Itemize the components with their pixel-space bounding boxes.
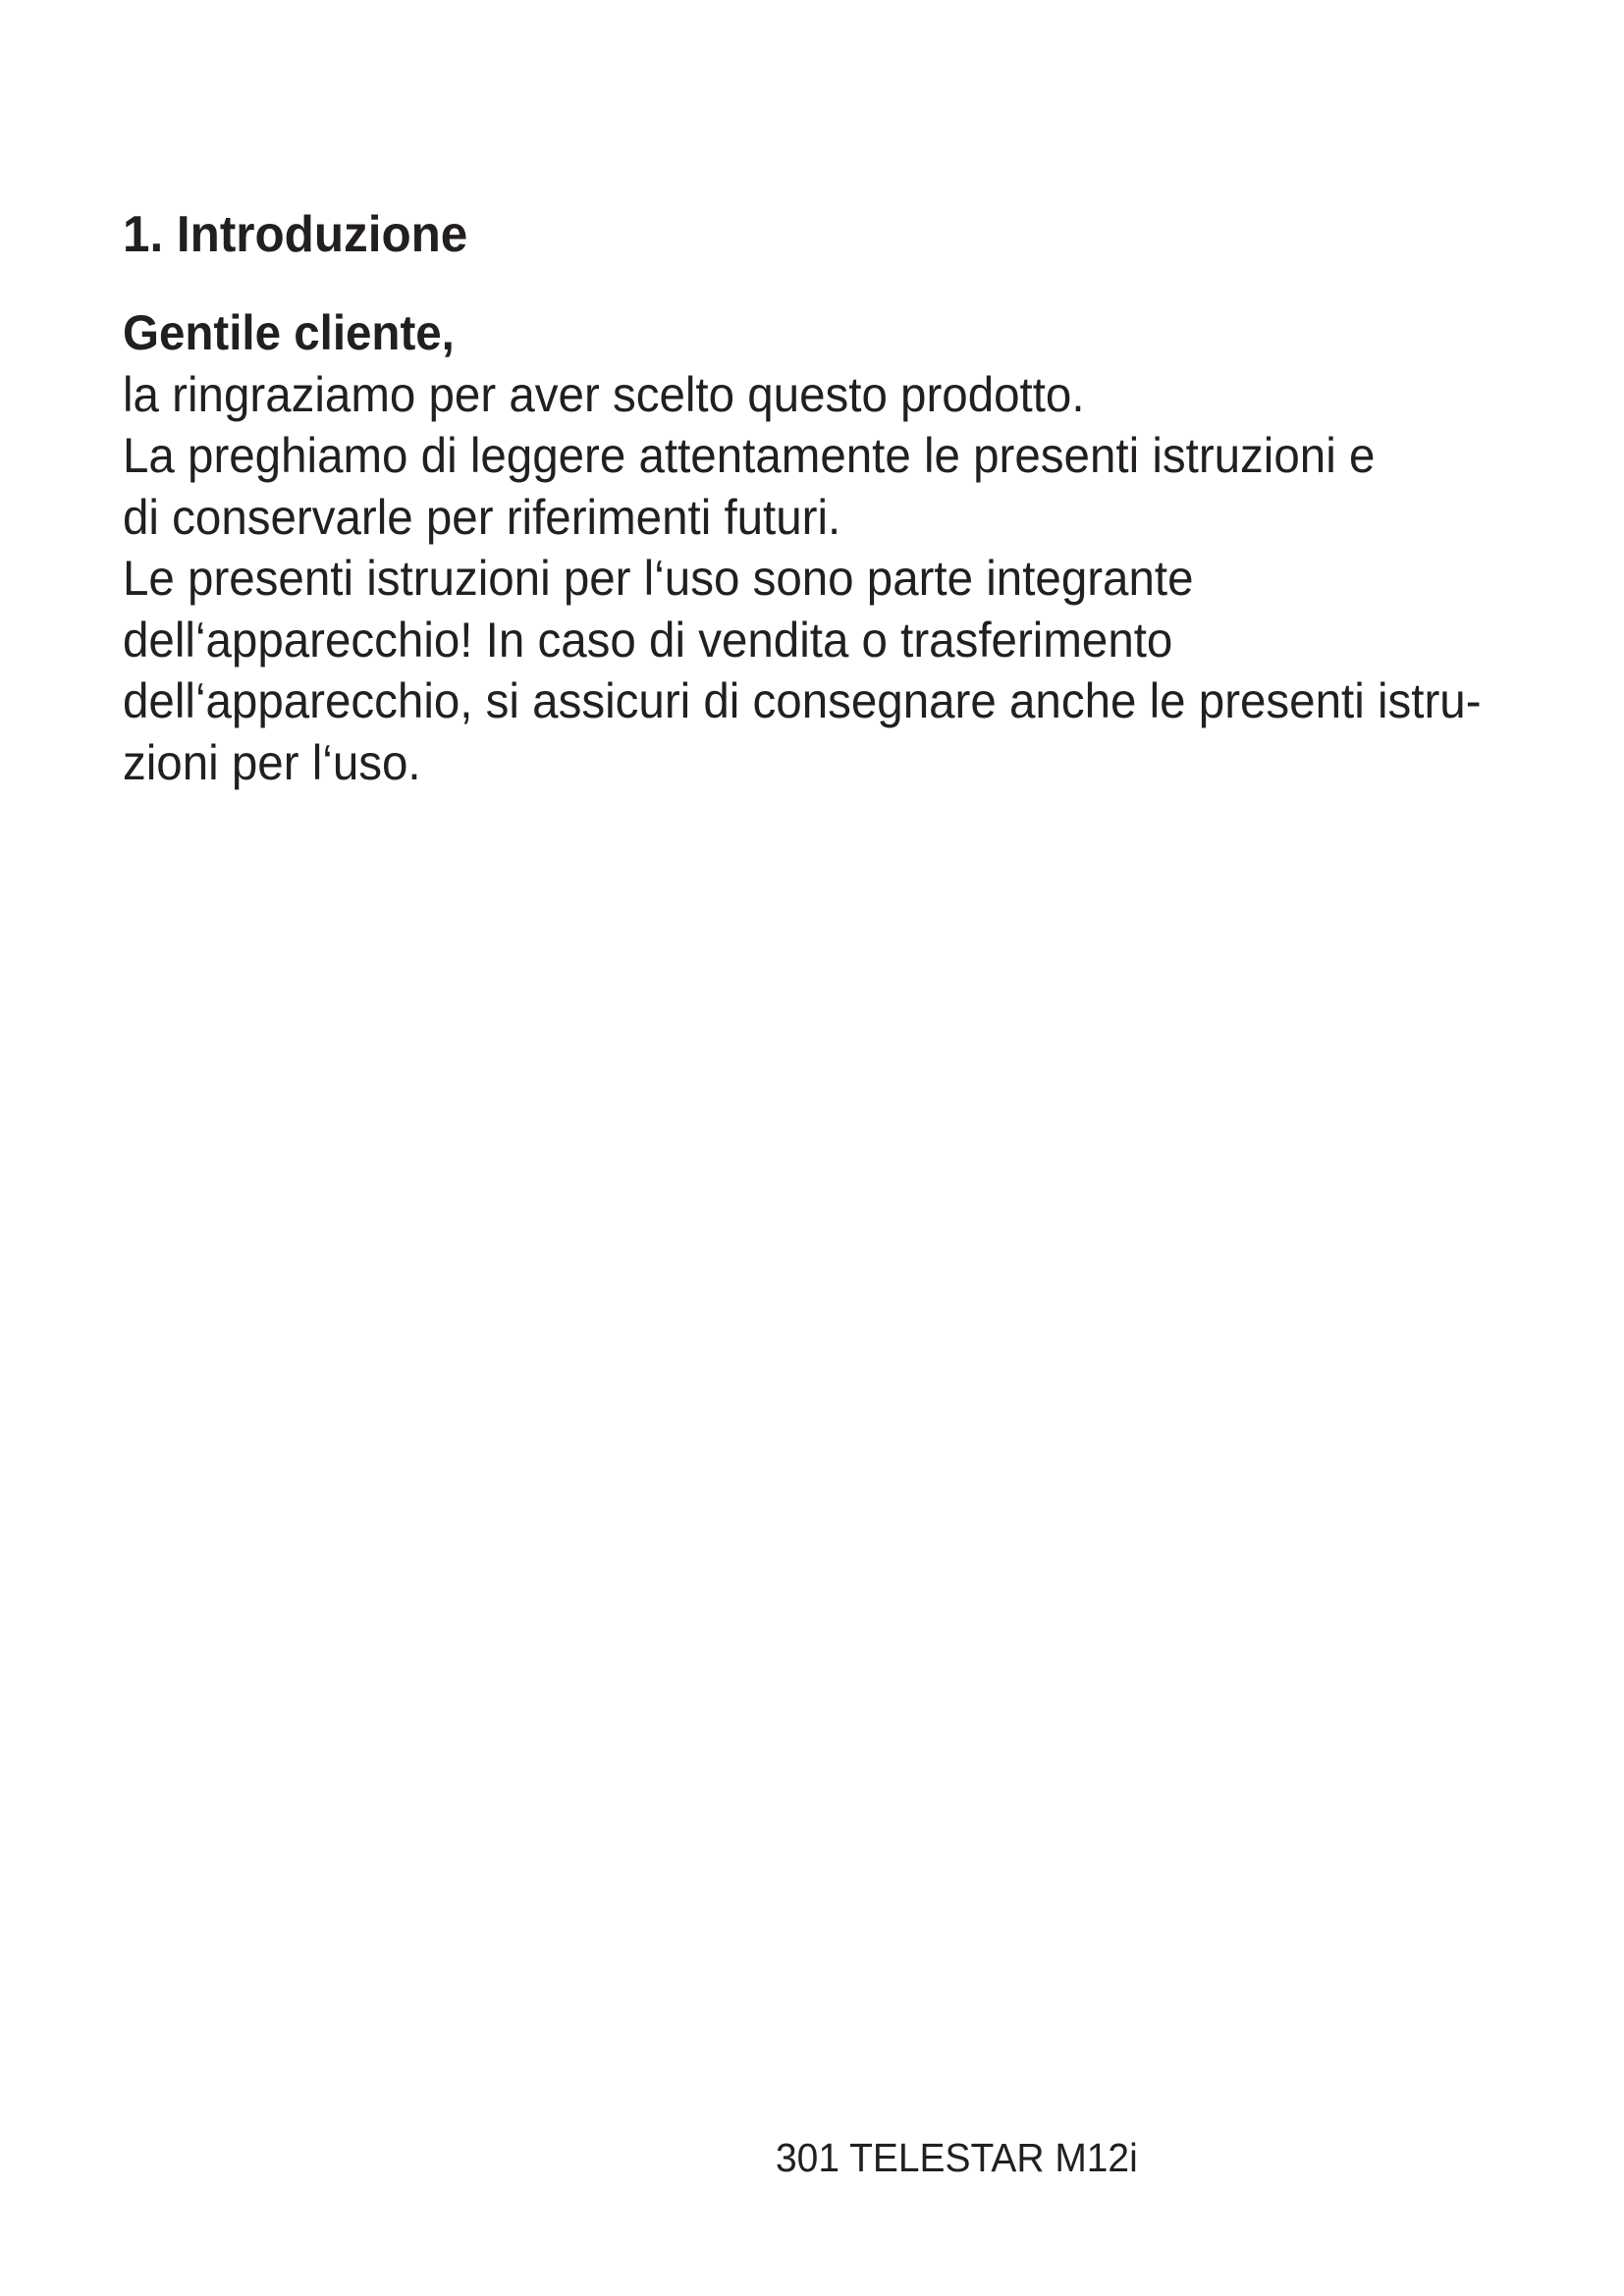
- body-line-1: la ringraziamo per aver scelto questo prodotto.: [123, 366, 1085, 422]
- body-line-3: di conservarle per riferimenti futuri.: [123, 489, 841, 545]
- introduction-text-block: [123, 204, 1559, 793]
- section-heading: 1. Introduzione: [123, 206, 468, 263]
- body-line-4: Le presenti istruzioni per l‘uso sono parte integrante: [123, 551, 1194, 606]
- body-line-7: zioni per l‘uso.: [123, 734, 421, 790]
- body-line-2: La preghiamo di leggere attentamente le presenti istruzioni e: [123, 428, 1376, 483]
- page-footer-model-label: 301 TELESTAR M12i: [776, 2135, 1138, 2180]
- body-line-5: dell‘apparecchio! In caso di vendita o trasferimento: [123, 612, 1173, 667]
- body-line-6: dell‘apparecchio, si assicuri di consegnare anche le presenti istru-: [123, 673, 1482, 728]
- salutation-line: Gentile cliente,: [123, 305, 455, 360]
